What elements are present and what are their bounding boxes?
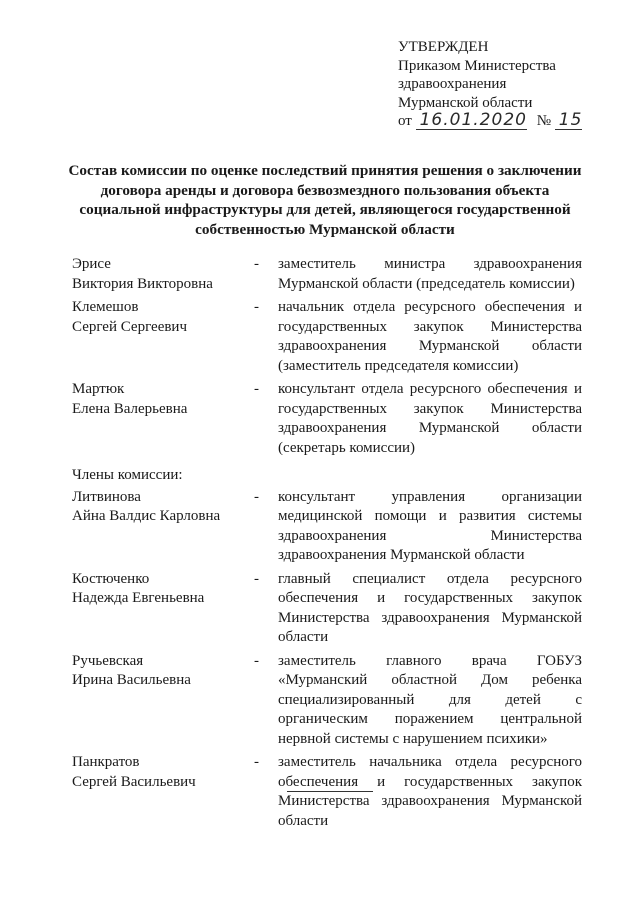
member-dash: -	[254, 381, 259, 397]
member-row	[72, 298, 582, 376]
number-sign: №	[536, 113, 552, 129]
commission-leaders	[72, 255, 582, 458]
date-prefix: от	[398, 113, 412, 129]
approval-date-line	[398, 112, 618, 131]
commission-list	[72, 255, 582, 831]
member-role: заместитель главного врача ГОБУЗ «Мурманский областной Дом ребенка специализированный для детей с органическим поражением центральной нервной системы с нарушением психики»	[278, 652, 582, 747]
commission-members	[72, 488, 582, 832]
member-name: Мартюк Елена Валерьевна	[72, 381, 188, 417]
member-name: Клемешов Сергей Сергеевич	[72, 299, 188, 335]
member-dash: -	[254, 488, 259, 505]
member-dash: -	[254, 754, 259, 770]
approval-heading: УТВЕРЖДЕН	[398, 39, 489, 55]
member-role: консультант отдела ресурсного обеспечения и государственных закупок Министерства здравоохранения Мурманской области (секретарь комиссии)	[278, 381, 582, 456]
member-dash: -	[254, 299, 259, 315]
closing-rule	[287, 791, 373, 792]
member-name: Костюченко Надежда Евгеньевна	[72, 570, 205, 606]
member-name: Панкратов Сергей Васильевич	[72, 754, 196, 790]
member-row	[72, 255, 582, 294]
approval-stamp	[398, 38, 618, 131]
member-row	[72, 488, 582, 566]
member-dash: -	[254, 652, 259, 669]
member-role: начальник отдела ресурсного обеспечения и государственных закупок Министерства здравоохранения Мурманской области (заместитель председателя комиссии)	[278, 299, 582, 374]
member-name: Литвинова Айна Валдис Карловна	[72, 488, 221, 524]
member-name: Ручьевская Ирина Васильевна	[72, 652, 191, 688]
member-row	[72, 753, 582, 831]
member-role: консультант управления организации медицинской помощи и развития системы здравоохранения Министерства здравоохранения Мурманской области	[278, 488, 582, 563]
approval-order-line: Приказом Министерства	[398, 57, 556, 74]
member-dash: -	[254, 256, 259, 272]
member-row	[72, 380, 582, 458]
member-role: заместитель начальника отдела ресурсного обеспечения и государственных закупок Министерства здравоохранения Мурманской области	[278, 754, 582, 829]
member-row	[72, 570, 582, 648]
member-row	[72, 652, 582, 750]
member-role: главный специалист отдела ресурсного обеспечения и государственных закупок Министерства здравоохранения Мурманской области	[278, 570, 582, 645]
member-name: Эрисе Виктория Викторовна	[72, 256, 213, 292]
handwritten-number: 15	[558, 110, 583, 130]
document-title: Состав комиссии по оценке последствий принятия решения о заключении договора аренды и договора безвозмездного пользования объекта социальной инфраструктуры для детей, являющегося государственной собственностью Мурманской области	[68, 162, 582, 238]
approval-region-line: Мурманской области	[398, 94, 533, 111]
members-heading: Члены комиссии:	[72, 467, 183, 483]
handwritten-date: 16.01.2020	[419, 110, 527, 130]
approval-ministry-line: здравоохранения	[398, 76, 507, 92]
member-role: заместитель министра здравоохранения Мурманской области (председатель комиссии)	[278, 256, 582, 292]
member-dash: -	[254, 570, 259, 587]
